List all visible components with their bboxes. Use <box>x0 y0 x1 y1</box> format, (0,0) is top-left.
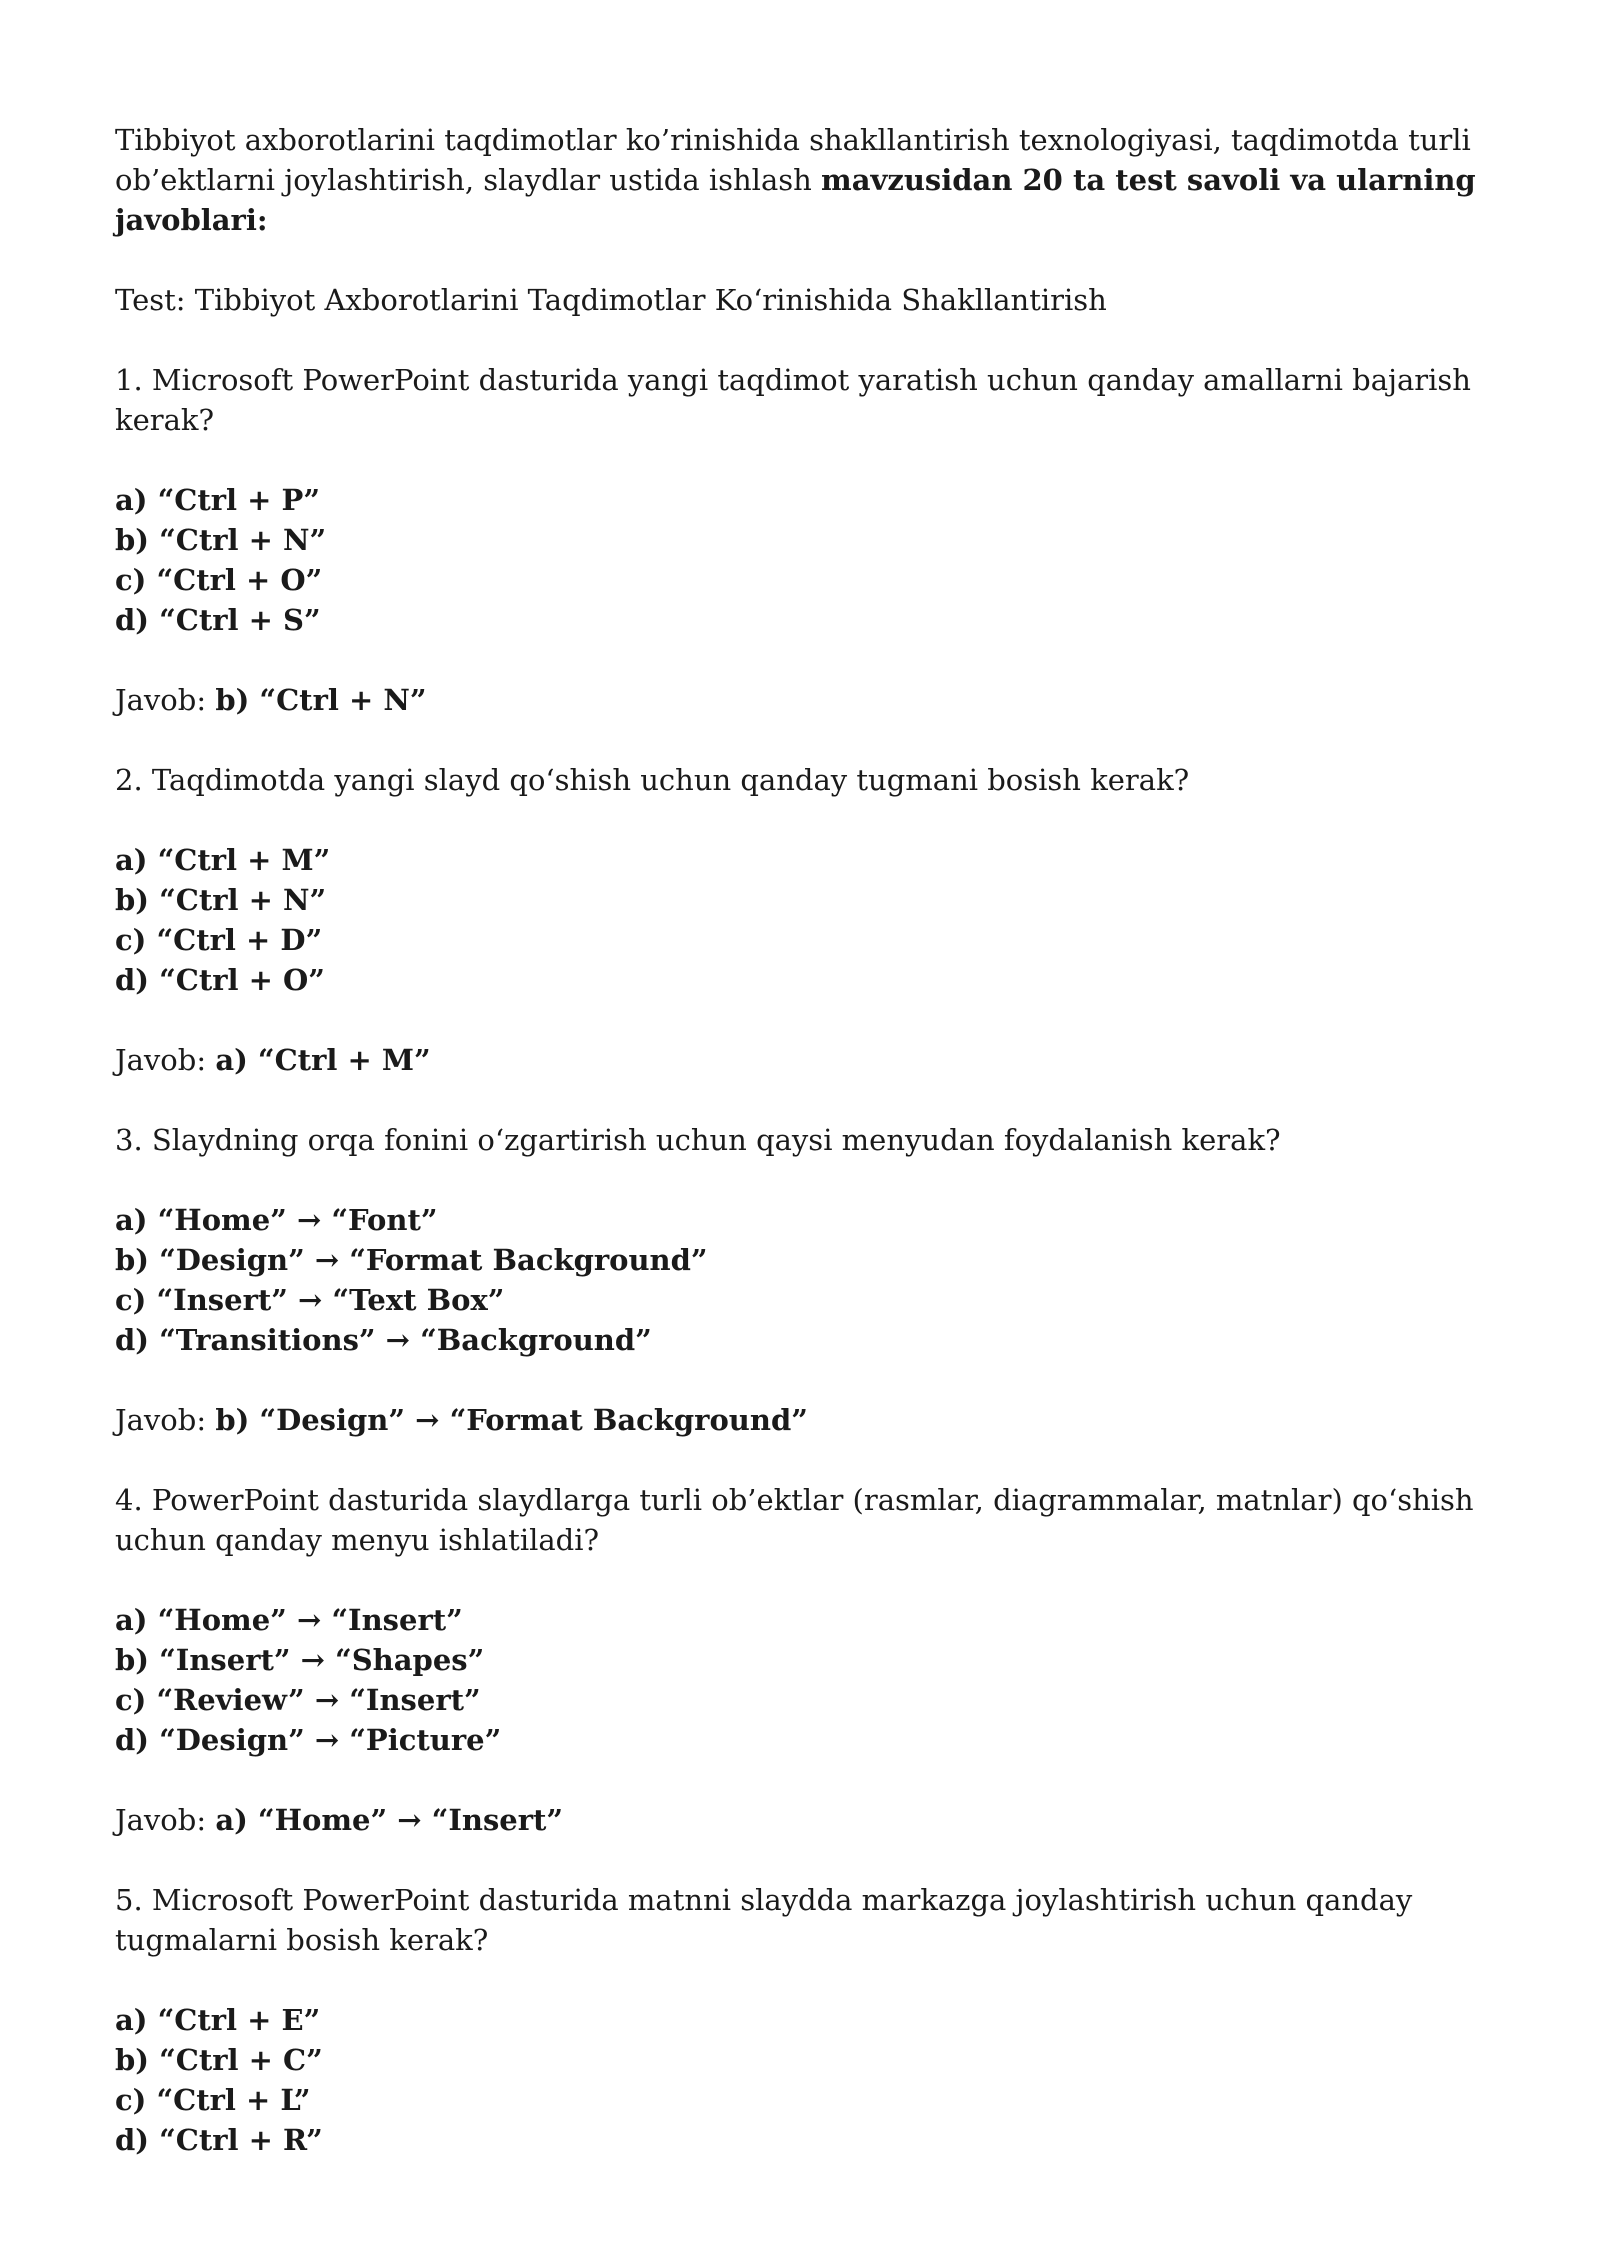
options-list <box>115 840 1495 1000</box>
option: a) “Ctrl + M” <box>115 843 331 877</box>
answer-value: b) “Ctrl + N” <box>215 683 427 717</box>
answer-label: Javob: <box>115 1403 216 1437</box>
answer-line <box>115 1400 1495 1440</box>
answer-line <box>115 1800 1495 1840</box>
option: a) “Home” → “Font” <box>115 1203 438 1237</box>
options-list <box>115 1600 1495 1760</box>
option: c) “Ctrl + D” <box>115 923 323 957</box>
answer-label: Javob: <box>115 683 216 717</box>
options-list <box>115 1200 1495 1360</box>
answer-line <box>115 680 1495 720</box>
question-text: 2. Taqdimotda yangi slayd qoʻshish uchun qanday tugmani bosish kerak? <box>115 763 1190 797</box>
test-title: Test: Tibbiyot Axborotlarini Taqdimotlar Koʻrinishida Shakllantirish <box>115 283 1107 317</box>
intro-paragraph <box>115 120 1495 240</box>
question-block <box>115 1480 1495 1840</box>
option: c) “Insert” → “Text Box” <box>115 1283 505 1317</box>
option: d) “Transitions” → “Background” <box>115 1323 652 1357</box>
question-text: 3. Slaydning orqa fonini oʻzgartirish uchun qaysi menyudan foydalanish kerak? <box>115 1123 1281 1157</box>
options-list <box>115 480 1495 640</box>
question-block <box>115 1880 1495 2160</box>
intro-bold-text: mavzusidan 20 ta test savoli va ularning javoblari: <box>115 163 1476 237</box>
option: a) “Ctrl + P” <box>115 483 321 517</box>
intro-text: Tibbiyot axborotlarini taqdimotlar ko’rinishida shakllantirish texnologiyasi, taqdimotda turli ob’ektlarni joylashtirish, slaydlar ustida ishlash <box>115 123 1471 197</box>
option: d) “Ctrl + O” <box>115 963 325 997</box>
question-text: 4. PowerPoint dasturida slaydlarga turli ob’ektlar (rasmlar, diagrammalar, matnlar) qoʻshish uchun qanday menyu ishlatiladi? <box>115 1483 1474 1557</box>
answer-label: Javob: <box>115 1803 216 1837</box>
option: a) “Ctrl + E” <box>115 2003 321 2037</box>
question-block <box>115 760 1495 1080</box>
answer-value: b) “Design” → “Format Background” <box>215 1403 808 1437</box>
question-block <box>115 360 1495 720</box>
option: b) “Design” → “Format Background” <box>115 1243 708 1277</box>
question-text: 1. Microsoft PowerPoint dasturida yangi taqdimot yaratish uchun qanday amallarni bajarish kerak? <box>115 363 1471 437</box>
option: d) “Design” → “Picture” <box>115 1723 502 1757</box>
option: b) “Ctrl + C” <box>115 2043 323 2077</box>
document-page <box>115 120 1495 2160</box>
question-block <box>115 1120 1495 1440</box>
option: c) “Ctrl + O” <box>115 563 323 597</box>
option: d) “Ctrl + R” <box>115 2123 323 2157</box>
options-list <box>115 2000 1495 2160</box>
option: c) “Review” → “Insert” <box>115 1683 481 1717</box>
answer-value: a) “Home” → “Insert” <box>215 1803 564 1837</box>
option: c) “Ctrl + L” <box>115 2083 311 2117</box>
option: b) “Ctrl + N” <box>115 883 327 917</box>
option: b) “Insert” → “Shapes” <box>115 1643 485 1677</box>
answer-line <box>115 1040 1495 1080</box>
option: a) “Home” → “Insert” <box>115 1603 463 1637</box>
option: b) “Ctrl + N” <box>115 523 327 557</box>
option: d) “Ctrl + S” <box>115 603 321 637</box>
question-text: 5. Microsoft PowerPoint dasturida matnni slaydda markazga joylashtirish uchun qanday tugmalarni bosish kerak? <box>115 1883 1413 1957</box>
answer-value: a) “Ctrl + M” <box>215 1043 431 1077</box>
answer-label: Javob: <box>115 1043 216 1077</box>
